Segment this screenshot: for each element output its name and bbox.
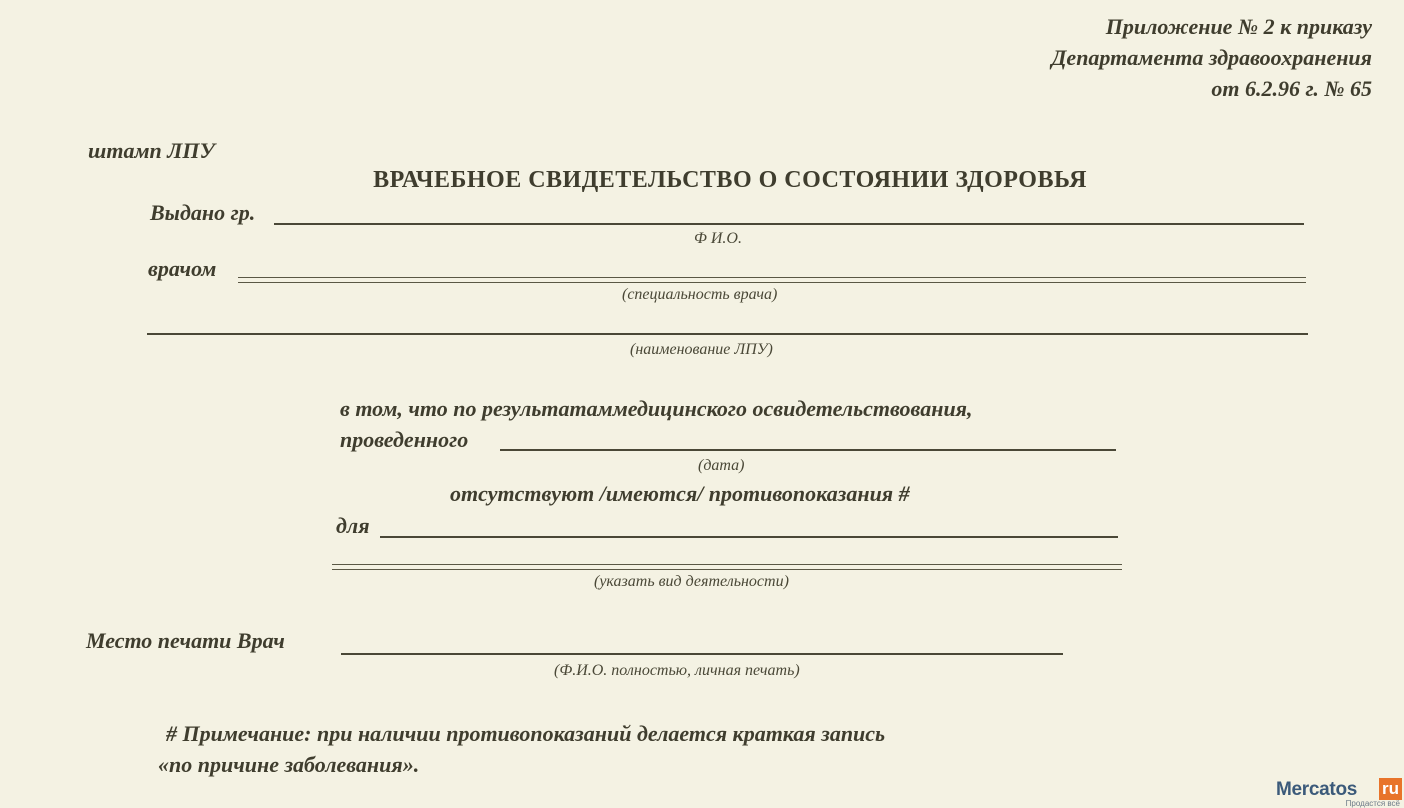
watermark-logo xyxy=(1276,778,1404,808)
doctor-field-underline xyxy=(238,282,1306,283)
appendix-header-line-2: Департамента здравоохранения xyxy=(1051,45,1372,70)
stamp-label: штамп ЛПУ xyxy=(88,138,215,163)
date-field-line xyxy=(500,449,1116,451)
watermark-name: Mercatos xyxy=(1276,779,1358,800)
issued-to-label: Выдано гр. xyxy=(150,200,256,225)
watermark-tagline: Продастся всё xyxy=(1345,799,1400,808)
doctor-specialty-caption: (специальность врача) xyxy=(622,286,778,303)
doctor-label: врачом xyxy=(148,256,217,281)
conducted-label: проведенного xyxy=(340,427,469,452)
activity-field-underline xyxy=(332,569,1122,570)
lpu-name-field-line xyxy=(147,333,1308,335)
issued-to-field-line xyxy=(274,223,1304,225)
seal-and-doctor-label: Место печати Врач xyxy=(86,628,285,653)
full-name-caption: Ф И.О. xyxy=(694,230,742,247)
activity-caption: (указать вид деятельности) xyxy=(594,573,789,590)
appendix-header-line-3: от 6.2.96 г. № 65 xyxy=(1211,76,1372,101)
note-line-2: «по причине заболевания». xyxy=(158,752,420,777)
activity-field-line xyxy=(380,536,1118,538)
doctor-field-line xyxy=(238,277,1306,278)
lpu-name-caption: (наименование ЛПУ) xyxy=(630,341,773,358)
for-label: для xyxy=(336,513,370,538)
activity-field-line-2 xyxy=(332,564,1122,565)
date-caption: (дата) xyxy=(698,457,745,474)
appendix-header-line-1: Приложение № 2 к приказу xyxy=(1105,14,1372,39)
note-line-1: # Примечание: при наличии противопоказаний делается краткая запись xyxy=(166,721,886,746)
signature-caption: (Ф.И.О. полностью, личная печать) xyxy=(554,662,800,679)
watermark-suffix: ru xyxy=(1379,778,1402,800)
form-title: ВРАЧЕБНОЕ СВИДЕТЕЛЬСТВО О СОСТОЯНИИ ЗДОРОВЬЯ xyxy=(373,167,1087,193)
signature-field-line xyxy=(341,653,1063,655)
body-text-line-1: в том, что по результатаммедицинского освидетельствования, xyxy=(340,396,973,421)
contraindications-text: отсутствуют /имеются/ противопоказания # xyxy=(450,481,910,506)
